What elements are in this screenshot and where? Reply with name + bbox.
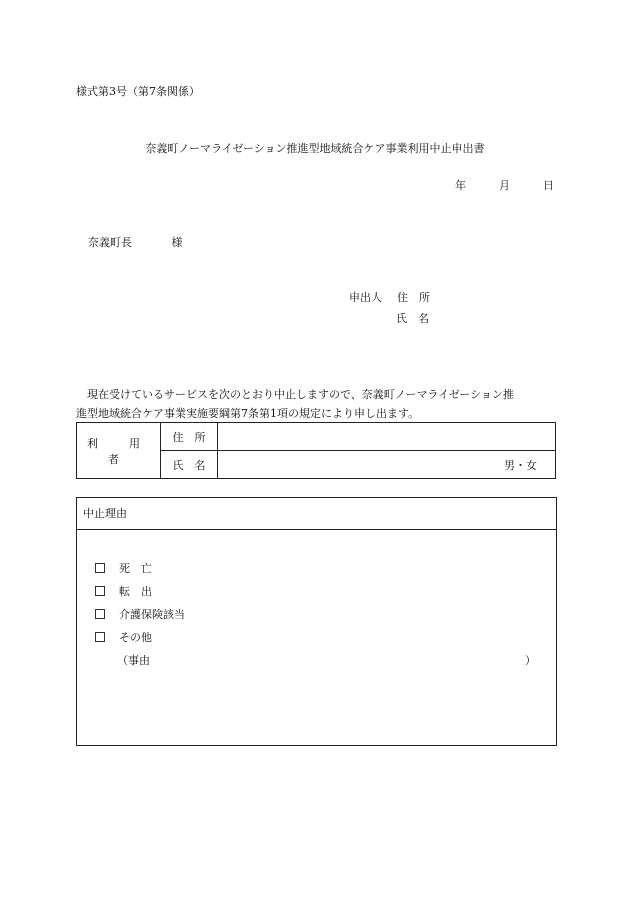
- user-section-label: 利 用 者: [77, 423, 161, 479]
- user-table: [76, 422, 556, 479]
- reason-option-label: その他: [119, 631, 152, 644]
- applicant-address-label: 住 所: [397, 291, 430, 304]
- applicant-label: 申出人: [349, 291, 382, 304]
- body-text: [76, 385, 556, 423]
- user-name-field[interactable]: [218, 451, 556, 479]
- reason-option-label: 転 出: [119, 585, 152, 598]
- reason-box: [76, 497, 557, 746]
- user-name-label: 氏 名: [161, 451, 218, 479]
- document-title: 奈義町ノーマライゼーション推進型地域統合ケア事業利用中止申出書: [145, 142, 485, 155]
- checkbox-icon[interactable]: [95, 563, 105, 573]
- addressee-name: 奈義町長: [88, 236, 132, 249]
- user-address-field[interactable]: [218, 423, 556, 451]
- reason-option-label: 死 亡: [119, 562, 152, 575]
- date-year-label: 年: [455, 179, 466, 192]
- body-line-1: 現在受けているサービスを次のとおり中止しますので、奈義町ノーマライゼーション推: [87, 388, 514, 401]
- body-line-2: 進型地域統合ケア事業実施要綱第7条第1項の規定により申し出ます。: [76, 407, 420, 420]
- reason-heading: 中止理由: [77, 498, 556, 530]
- reason-option-other[interactable]: [95, 629, 152, 645]
- date-month-label: 月: [499, 179, 510, 192]
- date-line: [455, 179, 554, 193]
- addressee-honorific: 様: [171, 236, 183, 249]
- checkbox-icon[interactable]: [95, 586, 105, 596]
- gender-label: 男・女: [504, 458, 537, 472]
- reason-option-moveout[interactable]: [95, 583, 152, 599]
- reason-detail-close: ）: [525, 654, 536, 667]
- reason-option-death[interactable]: [95, 560, 152, 576]
- reason-detail-open: （事由: [117, 654, 150, 667]
- applicant-block: [349, 291, 430, 333]
- form-number: 様式第3号（第7条関係）: [76, 85, 200, 98]
- user-address-label: 住 所: [161, 423, 218, 451]
- applicant-name-label: 氏 名: [396, 312, 429, 325]
- addressee: [88, 236, 183, 250]
- reason-option-care-insurance[interactable]: [95, 606, 185, 622]
- date-day-label: 日: [543, 179, 554, 192]
- checkbox-icon[interactable]: [95, 632, 105, 642]
- reason-option-label: 介護保険該当: [119, 608, 185, 621]
- checkbox-icon[interactable]: [95, 609, 105, 619]
